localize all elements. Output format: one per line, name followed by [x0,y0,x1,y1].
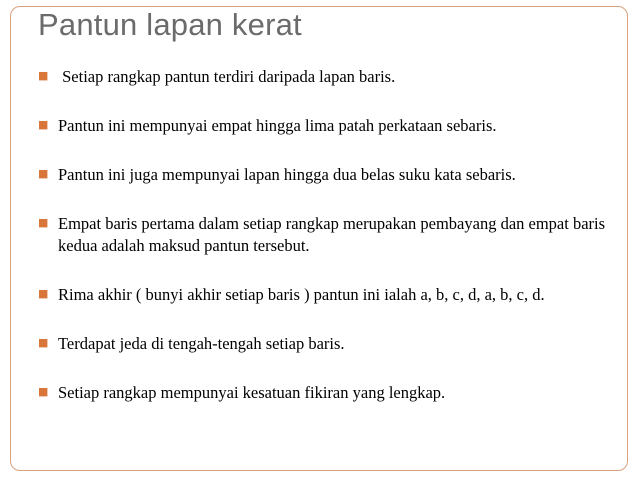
square-bullet-icon: ■ [38,118,49,131]
square-bullet-icon: ■ [38,385,49,398]
bullet-text: Terdapat jeda di tengah-tengah setiap baris. [58,334,345,353]
bullet-text: Setiap rangkap pantun terdiri daripada lapan baris. [58,67,396,86]
square-bullet-icon: ■ [38,336,49,349]
list-item [38,66,608,88]
list-item [38,333,608,355]
square-bullet-icon: ■ [38,69,49,82]
bullet-text: Setiap rangkap mempunyai kesatuan fikiran yang lengkap. [58,383,446,402]
square-bullet-icon: ■ [38,287,49,300]
bullet-text: Rima akhir ( bunyi akhir setiap baris ) pantun ini ialah a, b, c, d, a, b, c, d. [58,285,545,304]
list-item [38,213,608,257]
bullet-list [38,66,608,431]
list-item [38,382,608,404]
bullet-text: Pantun ini juga mempunyai lapan hingga dua belas suku kata sebaris. [58,165,516,184]
bullet-text: Empat baris pertama dalam setiap rangkap merupakan pembayang dan empat baris kedua adalah maksud pantun tersebut. [58,214,606,255]
square-bullet-icon: ■ [38,167,49,180]
slide-title: Pantun lapan kerat [38,7,302,42]
list-item [38,284,608,306]
list-item [38,115,608,137]
bullet-text: Pantun ini mempunyai empat hingga lima patah perkataan sebaris. [58,116,497,135]
list-item [38,164,608,186]
square-bullet-icon: ■ [38,216,49,229]
